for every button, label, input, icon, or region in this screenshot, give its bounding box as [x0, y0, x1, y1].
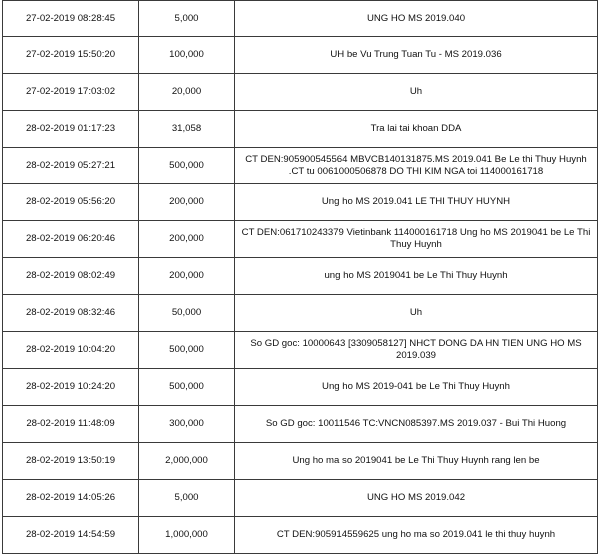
description-cell: Ung ho ma so 2019041 be Le Thi Thuy Huynh rang len be	[235, 443, 598, 480]
amount-cell: 100,000	[139, 37, 235, 74]
amount-cell: 200,000	[139, 258, 235, 295]
description-cell: ung ho MS 2019041 be Le Thi Thuy Huynh	[235, 258, 598, 295]
table-row	[3, 1, 598, 37]
table-row	[3, 517, 598, 554]
transaction-table	[2, 0, 598, 554]
table-row	[3, 406, 598, 443]
date-cell: 28-02-2019 08:02:49	[3, 258, 139, 295]
description-cell: So GD goc: 10011546 TC:VNCN085397.MS 2019.037 - Bui Thi Huong	[235, 406, 598, 443]
description-cell: Uh	[235, 295, 598, 332]
date-cell: 27-02-2019 08:28:45	[3, 1, 139, 37]
description-cell: UH be Vu Trung Tuan Tu - MS 2019.036	[235, 37, 598, 74]
date-cell: 27-02-2019 17:03:02	[3, 74, 139, 111]
amount-cell: 300,000	[139, 406, 235, 443]
amount-cell: 5,000	[139, 480, 235, 517]
amount-cell: 500,000	[139, 148, 235, 184]
date-cell: 28-02-2019 06:20:46	[3, 221, 139, 258]
date-cell: 28-02-2019 10:24:20	[3, 369, 139, 406]
description-cell: UNG HO MS 2019.040	[235, 1, 598, 37]
date-cell: 28-02-2019 01:17:23	[3, 111, 139, 148]
table-row	[3, 295, 598, 332]
description-cell: Ung ho MS 2019.041 LE THI THUY HUYNH	[235, 184, 598, 221]
description-cell: So GD goc: 10000643 [3309058127] NHCT DONG DA HN TIEN UNG HO MS 2019.039	[235, 332, 598, 369]
amount-cell: 20,000	[139, 74, 235, 111]
date-cell: 28-02-2019 14:54:59	[3, 517, 139, 554]
table-row	[3, 184, 598, 221]
table-row	[3, 369, 598, 406]
table-row	[3, 74, 598, 111]
date-cell: 28-02-2019 08:32:46	[3, 295, 139, 332]
date-cell: 27-02-2019 15:50:20	[3, 37, 139, 74]
date-cell: 28-02-2019 14:05:26	[3, 480, 139, 517]
amount-cell: 1,000,000	[139, 517, 235, 554]
table-row	[3, 480, 598, 517]
description-cell: Uh	[235, 74, 598, 111]
table-row	[3, 443, 598, 480]
table-row	[3, 258, 598, 295]
amount-cell: 31,058	[139, 111, 235, 148]
date-cell: 28-02-2019 13:50:19	[3, 443, 139, 480]
amount-cell: 200,000	[139, 221, 235, 258]
description-cell: Ung ho MS 2019-041 be Le Thi Thuy Huynh	[235, 369, 598, 406]
description-cell: UNG HO MS 2019.042	[235, 480, 598, 517]
amount-cell: 500,000	[139, 369, 235, 406]
table-row	[3, 332, 598, 369]
table-row	[3, 148, 598, 184]
date-cell: 28-02-2019 10:04:20	[3, 332, 139, 369]
amount-cell: 5,000	[139, 1, 235, 37]
date-cell: 28-02-2019 11:48:09	[3, 406, 139, 443]
table-row	[3, 111, 598, 148]
description-cell: Tra lai tai khoan DDA	[235, 111, 598, 148]
transaction-table-container	[2, 0, 597, 554]
table-row	[3, 37, 598, 74]
amount-cell: 500,000	[139, 332, 235, 369]
table-row	[3, 221, 598, 258]
amount-cell: 200,000	[139, 184, 235, 221]
date-cell: 28-02-2019 05:27:21	[3, 148, 139, 184]
description-cell: CT DEN:905914559625 ung ho ma so 2019.041 le thi thuy huynh	[235, 517, 598, 554]
description-cell: CT DEN:905900545564 MBVCB140131875.MS 2019.041 Be Le thi Thuy Huynh .CT tu 0061000506878 DO THI KIM NGA toi 114000161718	[235, 148, 598, 184]
amount-cell: 2,000,000	[139, 443, 235, 480]
date-cell: 28-02-2019 05:56:20	[3, 184, 139, 221]
description-cell: CT DEN:061710243379 Vietinbank 114000161718 Ung ho MS 2019041 be Le Thi Thuy Huynh	[235, 221, 598, 258]
amount-cell: 50,000	[139, 295, 235, 332]
